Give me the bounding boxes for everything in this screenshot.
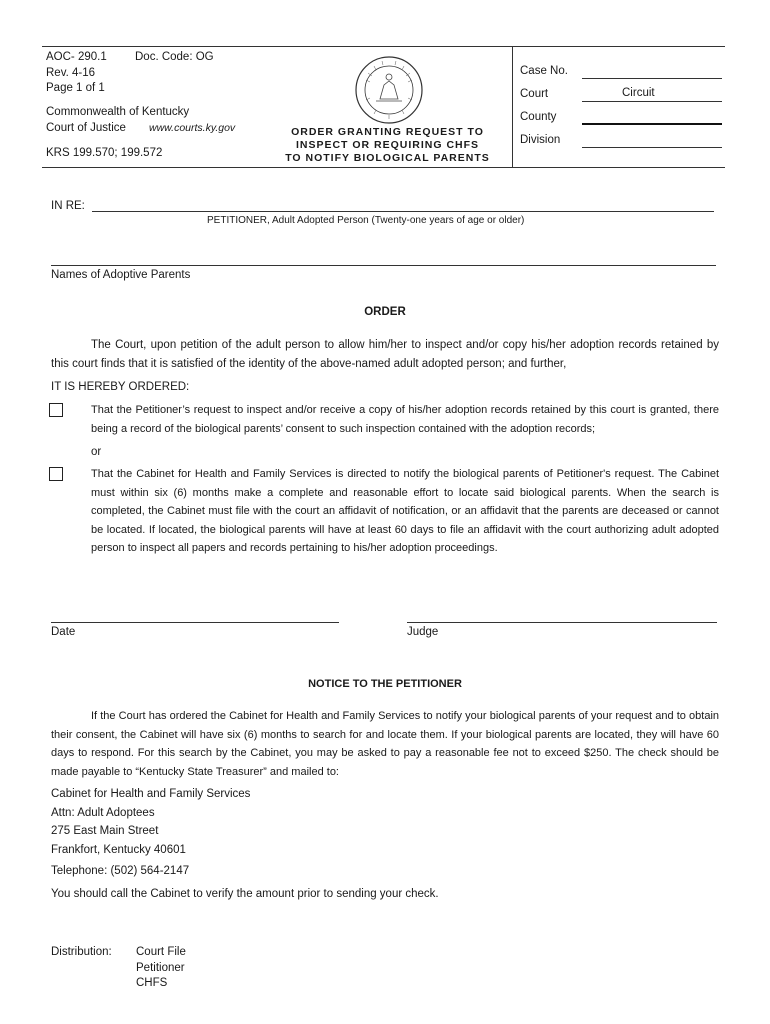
date-label: Date bbox=[51, 626, 76, 638]
court-value[interactable]: Circuit bbox=[622, 87, 655, 99]
petitioner-name-field[interactable] bbox=[92, 211, 714, 212]
notice-body-text: If the Court has ordered the Cabinet for Health and Family Services to notify your biological parents of your request and to obtain their consent, the Cabinet will have six (6) months to search for and locate them. If your biological parents are located, they will have 60 days to respond. For this search by the Cabinet, you may be asked to pay a reasonable fee not to exceed $250. The check should be made payable to “Kentucky State Treasurer” and mailed to: bbox=[51, 710, 719, 778]
notice-heading: NOTICE TO THE PETITIONER bbox=[308, 678, 462, 690]
or-text: or bbox=[91, 446, 102, 458]
option2-checkbox[interactable] bbox=[49, 467, 63, 481]
address-line-1: Cabinet for Health and Family Services bbox=[51, 788, 251, 800]
kentucky-seal bbox=[354, 55, 424, 125]
option1-checkbox[interactable] bbox=[49, 403, 63, 417]
form-title bbox=[270, 126, 505, 165]
form-number: AOC- 290.1 bbox=[46, 51, 107, 63]
option2-text: That the Cabinet for Health and Family Services is directed to notify the biological parents of Petitioner's request. The Cabinet must within six (6) months make a complete and reasonable effort to locate said biological parents. When the search is completed, the Cabinet must file with the court an affidavit of notification, or an affidavit that the parents are deceased or cannot be located. If located, the biological parents will have at least 60 days to file an affidavit with the court authorizing adult adopted person to inspect all papers and records pertaining to his/her adoption proceedings. bbox=[91, 468, 719, 554]
address-line-3: 275 East Main Street bbox=[51, 825, 159, 837]
county-label: County bbox=[520, 111, 557, 123]
title-line-2: INSPECT OR REQUIRING CHFS bbox=[295, 139, 480, 151]
header-top-rule bbox=[42, 46, 725, 47]
distribution-item: CHFS bbox=[136, 977, 168, 989]
page-count: Page 1 of 1 bbox=[46, 82, 105, 94]
county-field[interactable] bbox=[582, 123, 722, 125]
distribution-item: Petitioner bbox=[136, 961, 185, 974]
option1-text: That the Petitioner’s request to inspect and/or receive a copy of his/her adoption records retained by this court is granted, there being a record of the biological parents’ consent to such inspection contained with the adoption records; bbox=[91, 404, 719, 435]
division-label: Division bbox=[520, 134, 561, 146]
hereby-ordered: IT IS HEREBY ORDERED: bbox=[51, 381, 190, 393]
notice-body bbox=[51, 707, 719, 781]
statute: KRS 199.570; 199.572 bbox=[46, 147, 163, 159]
commonwealth: Commonwealth of Kentucky bbox=[46, 106, 190, 118]
doc-code: Doc. Code: OG bbox=[135, 51, 214, 63]
judge-label: Judge bbox=[407, 626, 439, 638]
header-bottom-rule bbox=[42, 167, 725, 168]
order-intro-text: The Court, upon petition of the adult person to allow him/her to inspect and/or copy his/her adoption records retained by this court finds that it is satisfied of the identity of the above-named adult adopted person; and further, bbox=[51, 339, 719, 370]
petitioner-caption: PETITIONER, Adult Adopted Person (Twenty-one years of age or older) bbox=[207, 215, 525, 226]
in-re-label: IN RE: bbox=[51, 200, 85, 212]
header-divider bbox=[512, 46, 513, 167]
date-signature-line[interactable] bbox=[51, 622, 339, 623]
order-intro bbox=[51, 336, 719, 373]
order-heading: ORDER bbox=[364, 306, 406, 318]
distribution-label: Distribution: bbox=[51, 946, 112, 958]
adoptive-parents-field[interactable] bbox=[51, 265, 716, 266]
court-label: Court bbox=[520, 88, 549, 100]
address-block bbox=[51, 785, 250, 859]
address-line-2: Attn: Adult Adoptees bbox=[51, 806, 155, 819]
website: www.courts.ky.gov bbox=[149, 122, 236, 134]
case-no-field[interactable] bbox=[582, 78, 722, 79]
title-line-1: ORDER GRANTING REQUEST TO bbox=[291, 126, 484, 138]
adoptive-parents-caption: Names of Adoptive Parents bbox=[51, 269, 191, 281]
court-of-justice: Court of Justice bbox=[46, 122, 126, 134]
division-field[interactable] bbox=[582, 147, 722, 148]
telephone: Telephone: (502) 564-2147 bbox=[51, 865, 190, 877]
revision: Rev. 4-16 bbox=[46, 67, 96, 79]
distribution-item: Court File bbox=[136, 946, 186, 958]
court-field[interactable] bbox=[582, 101, 722, 102]
case-no-label: Case No. bbox=[520, 65, 568, 77]
call-note: You should call the Cabinet to verify the amount prior to sending your check. bbox=[51, 888, 439, 900]
address-line-4: Frankfort, Kentucky 40601 bbox=[51, 843, 186, 856]
distribution-list bbox=[136, 945, 186, 992]
judge-signature-line[interactable] bbox=[407, 622, 717, 623]
title-line-3: TO NOTIFY BIOLOGICAL PARENTS bbox=[285, 152, 490, 164]
